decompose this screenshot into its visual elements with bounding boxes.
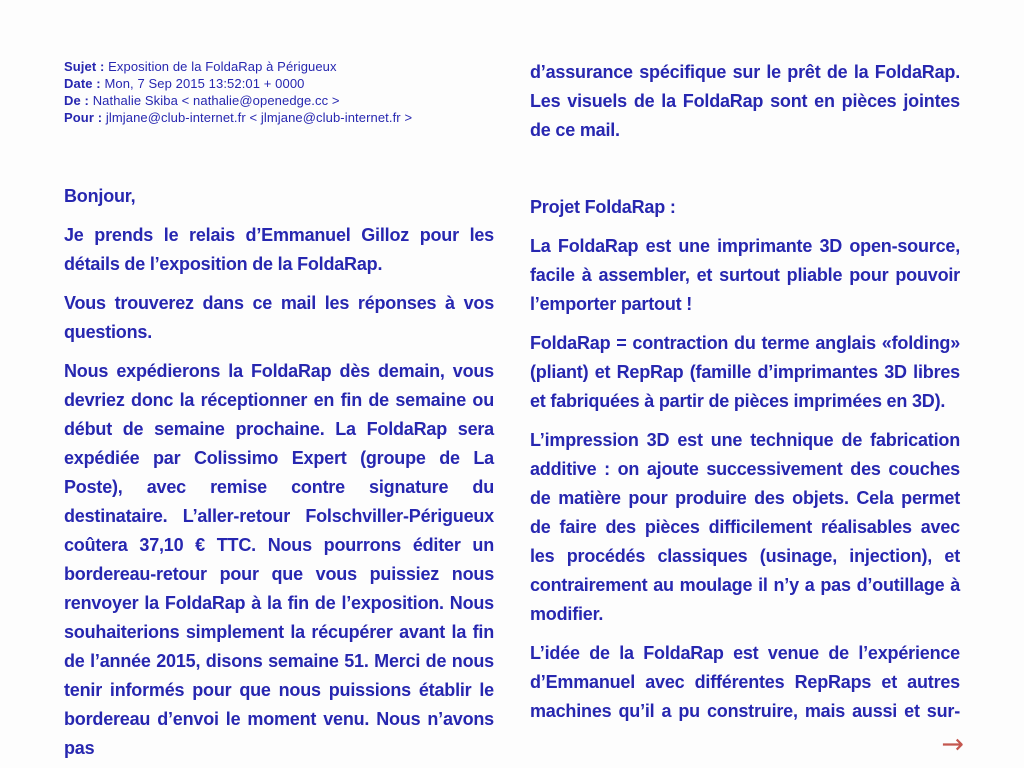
date-value: Mon, 7 Sep 2015 13:52:01 + 0000 <box>104 76 305 91</box>
date-label: Date : <box>64 76 101 91</box>
body-paragraph: Nous expédierons la FoldaRap dès demain, vous devriez donc la réceptionner en fin de semaine ou début de semaine prochaine. La FoldaRap sera expédiée par Colissimo Expert (groupe de La Poste), avec remise contre signature du destinataire. L’aller-retour Folschviller-Périgueux coûtera 37,10 € TTC. Nous pourrons éditer un bordereau-retour pour que vous puissiez nous renvoyer la FoldaRap à la fin de l’exposition. Nous souhaiterions simplement la récupérer avant la fin de l’année 2015, disons semaine 51. Merci de nous tenir informés pour que nous puissions établir le bordereau d’envoi le moment venu. Nous n’avons pas <box>64 361 494 758</box>
to-value: jlmjane@club-internet.fr < jlmjane@club-internet.fr > <box>105 110 413 125</box>
body-paragraph: L’idée de la FoldaRap est venue de l’expérience d’Emmanuel avec différentes RepRaps et autres machines qu’il a pu construire, mais aussi et sur- <box>530 643 960 721</box>
to-label: Pour : <box>64 110 103 125</box>
next-page-arrow-icon[interactable]: → <box>941 729 964 760</box>
email-header <box>64 58 494 126</box>
left-column <box>64 58 494 768</box>
from-value: Nathalie Skiba < nathalie@openedge.cc > <box>92 93 340 108</box>
email-header-subject <box>64 58 494 75</box>
email-header-from <box>64 92 494 109</box>
subject-value: Exposition de la FoldaRap à Périgueux <box>108 59 337 74</box>
email-header-date <box>64 75 494 92</box>
email-header-to <box>64 109 494 126</box>
body-paragraph: La FoldaRap est une imprimante 3D open-source, facile à assembler, et surtout pliable pour pouvoir l’emporter partout ! <box>530 236 960 314</box>
body-paragraph: Vous trouverez dans ce mail les réponses à vos questions. <box>64 293 494 342</box>
continuation-paragraph: d’assurance spécifique sur le prêt de la FoldaRap. Les visuels de la FoldaRap sont en pièces jointes de ce mail. <box>530 62 960 140</box>
greeting-paragraph: Bonjour, <box>64 186 136 206</box>
section-heading: Projet FoldaRap : <box>530 197 676 217</box>
body-paragraph: Je prends le relais d’Emmanuel Gilloz pour les détails de l’exposition de la FoldaRap. <box>64 225 494 274</box>
subject-label: Sujet : <box>64 59 105 74</box>
from-label: De : <box>64 93 89 108</box>
right-column <box>530 58 960 768</box>
body-paragraph: FoldaRap = contraction du terme anglais «folding» (pliant) et RepRap (famille d’imprimantes 3D libres et fabriquées à partir de pièces imprimées en 3D). <box>530 333 960 411</box>
body-paragraph: L’impression 3D est une technique de fabrication additive : on ajoute successivement des couches de matière pour produire des objets. Cela permet de faire des pièces difficilement réalisables avec les procédés classiques (usinage, injection), et contrairement au moulage il n’y a pas d’outillage à modifier. <box>530 430 960 624</box>
